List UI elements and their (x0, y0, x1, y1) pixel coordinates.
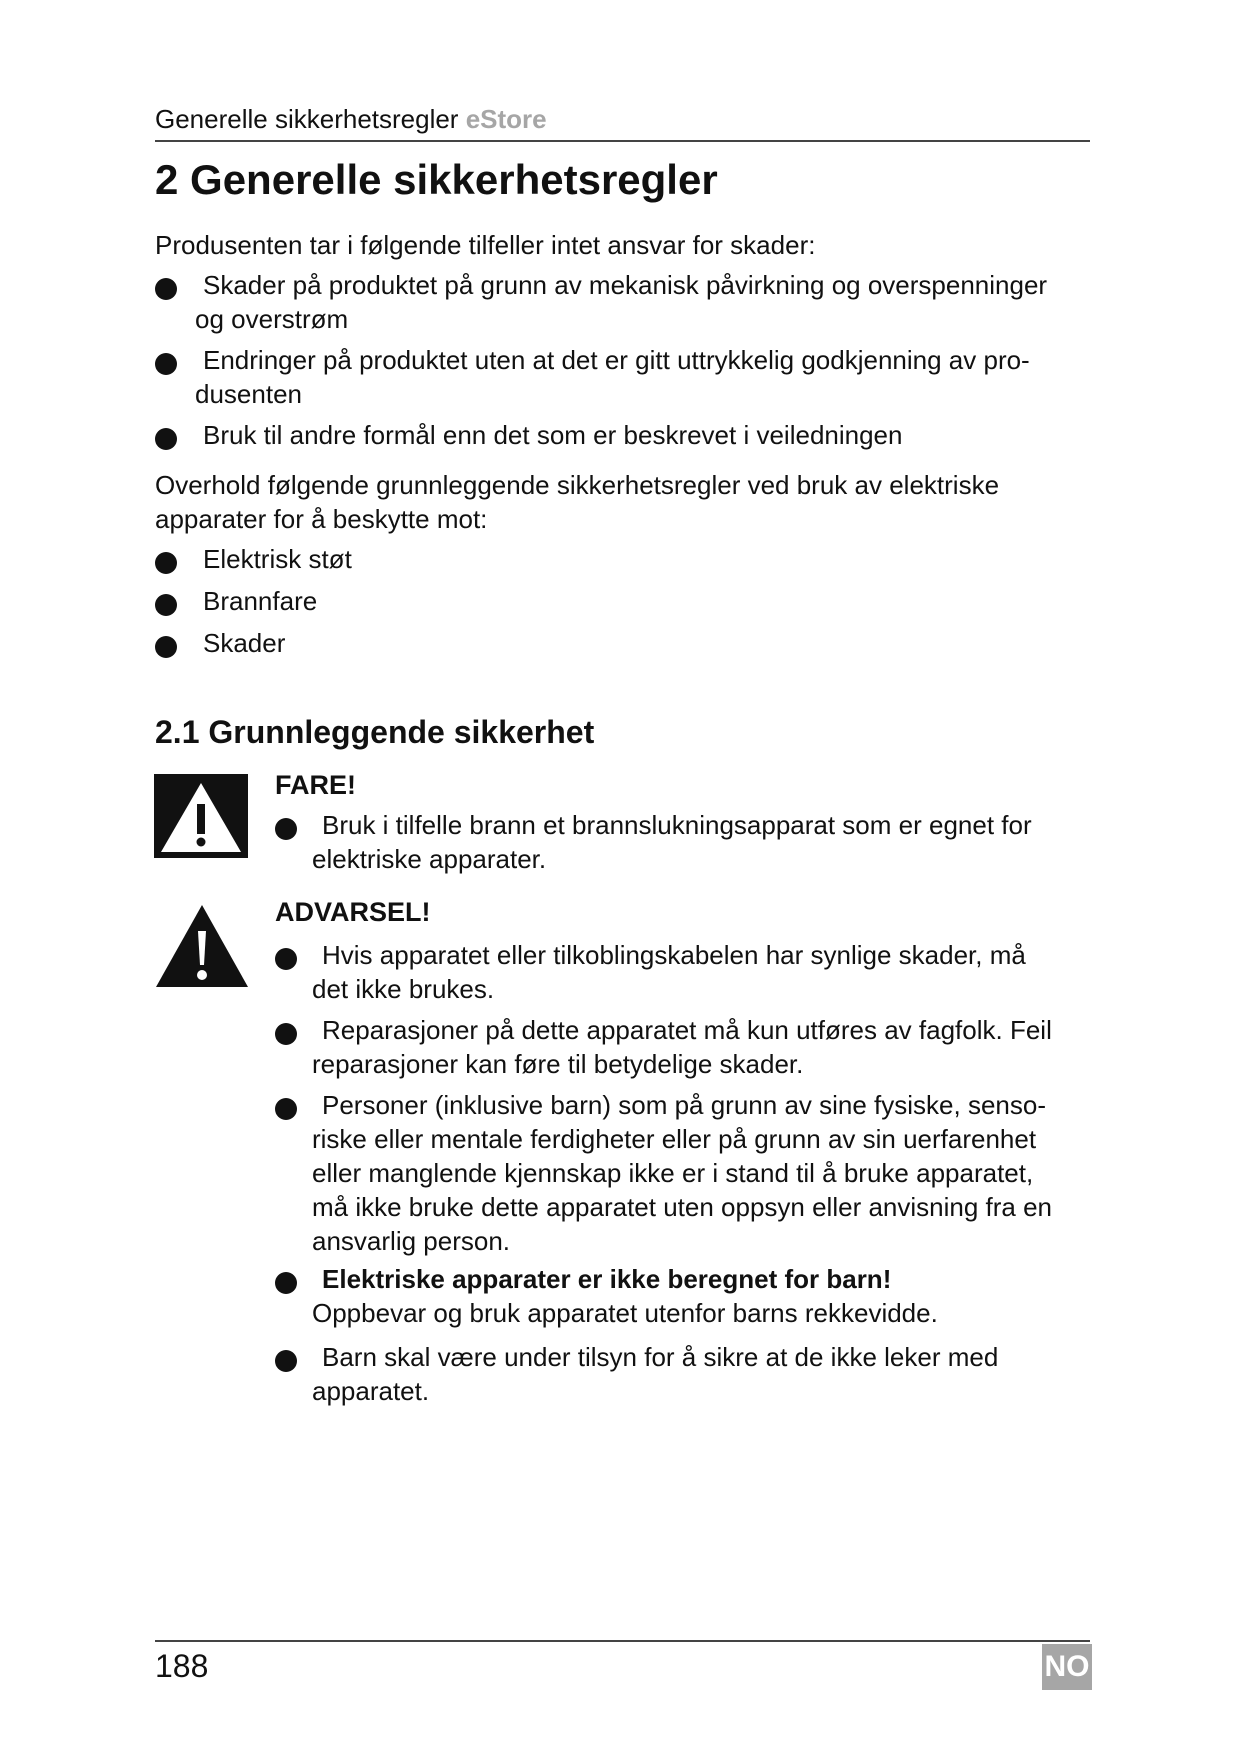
bullet (275, 948, 297, 970)
warning-item (312, 1088, 1102, 1258)
bullet (275, 1272, 297, 1294)
bullet (155, 636, 177, 658)
danger-item-line: elektriske apparater. (312, 844, 547, 874)
bullet (155, 278, 177, 300)
warning-triangle-icon (154, 903, 250, 989)
warning-item (312, 1013, 1092, 1081)
warning-item-line: reparasjoner kan føre til betydelige skader. (312, 1049, 804, 1079)
danger-label: FARE! (275, 770, 356, 800)
list-item-line: Bruk til andre formål enn det som er beskrevet i veiledningen (203, 420, 903, 450)
danger-warning-icon (154, 774, 248, 858)
intro-text: Produsenten tar i følgende tilfeller intet ansvar for skader: (155, 230, 816, 260)
bullet (275, 1350, 297, 1372)
warning-item-line: Reparasjoner på dette apparatet må kun utføres av fagfolk. Feil (322, 1015, 1052, 1045)
language-tab: NO (1042, 1644, 1092, 1690)
header-brand: eStore (465, 104, 547, 134)
bullet (275, 1023, 297, 1045)
list-item (195, 343, 1095, 411)
page-number: 188 (155, 1648, 209, 1684)
bullet (275, 818, 297, 840)
header-rule (155, 140, 1090, 142)
list-item-line: og overstrøm (195, 304, 349, 334)
bullet (275, 1098, 297, 1120)
warning-item-line: apparatet. (312, 1376, 430, 1406)
danger-item-line: Bruk i tilfelle brann et brannslukningsapparat som er egnet for (322, 810, 1032, 840)
warning-item-line: eller manglende kjennskap ikke er i stand til å bruke apparatet, (312, 1158, 1034, 1188)
warning-item-line: Hvis apparatet eller tilkoblingskabelen har synlige skader, må (322, 940, 1026, 970)
bullet (155, 428, 177, 450)
warning-item-line: riske eller mentale ferdigheter eller på grunn av sin uerfarenhet (312, 1124, 1037, 1154)
warning-item-line: Barn skal være under tilsyn for å sikre at de ikke leker med (322, 1342, 999, 1372)
observe-line: Overhold følgende grunnleggende sikkerhetsregler ved bruk av elektriske (155, 470, 1000, 500)
hazard-item: Brannfare (203, 586, 318, 616)
list-item (195, 268, 1095, 336)
footer-rule (155, 1640, 1090, 1642)
warning-item (312, 938, 1092, 1006)
warning-item-line: det ikke brukes. (312, 974, 495, 1004)
list-item-line: dusenten (195, 379, 302, 409)
running-header (155, 104, 1090, 135)
observe-text (155, 468, 1090, 536)
warning-item-bold: Elektriske apparater er ikke beregnet for barn! (322, 1264, 892, 1294)
bullet (155, 353, 177, 375)
warning-label: ADVARSEL! (275, 897, 431, 927)
warning-item-line: må ikke bruke dette apparatet uten oppsyn eller anvisning fra en (312, 1192, 1053, 1222)
list-item-line: Endringer på produktet uten at det er gitt uttrykkelig godkjenning av pro- (203, 345, 1030, 375)
hazard-item: Elektrisk støt (203, 544, 352, 574)
warning-item (312, 1262, 1092, 1330)
list-item (195, 418, 1095, 452)
warning-item-line: Oppbevar og bruk apparatet utenfor barns rekkevidde. (312, 1298, 938, 1328)
warning-item-line: ansvarlig person. (312, 1226, 510, 1256)
danger-item (312, 808, 1092, 876)
observe-line: apparater for å beskytte mot: (155, 504, 488, 534)
header-section: Generelle sikkerhetsregler (155, 104, 459, 134)
bullet (155, 552, 177, 574)
warning-item (312, 1340, 1092, 1408)
list-item-line: Skader på produktet på grunn av mekanisk påvirkning og overspenninger (203, 270, 1048, 300)
bullet (155, 594, 177, 616)
page-title: 2 Generelle sikkerhetsregler (155, 156, 718, 203)
warning-item-line: Personer (inklusive barn) som på grunn av sine fysiske, senso- (322, 1090, 1046, 1120)
hazard-item: Skader (203, 628, 286, 658)
subsection-title: 2.1 Grunnleggende sikkerhet (155, 714, 595, 750)
